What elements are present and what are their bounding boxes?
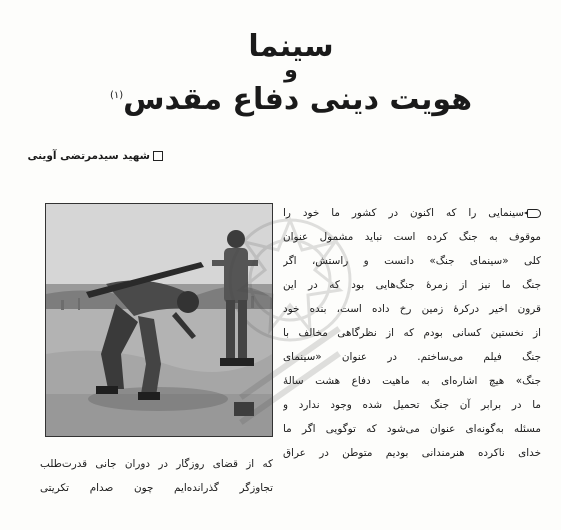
pen-icon bbox=[527, 209, 541, 218]
title-line-and: و bbox=[284, 58, 298, 83]
article-title bbox=[91, 30, 491, 118]
body-column-right bbox=[283, 201, 541, 465]
body-line: از نخستین کسانی بودم که از نظرگاهی مخالف با bbox=[283, 327, 541, 339]
body-line bbox=[283, 201, 541, 225]
body-line: که از قضای روزگار در دوران جانی قدرت‌طلب bbox=[40, 458, 273, 470]
body-line-text: سینمایی را که اکنون در کشور ما خود را bbox=[283, 207, 524, 219]
body-line: قرون اخیر درکرهٔ زمین رخ داده است، بنده خود bbox=[283, 303, 541, 315]
body-column-left bbox=[40, 452, 273, 500]
body-line: خدای ناکرده هنرمندانی بودیم متوطن در عراق bbox=[283, 447, 541, 459]
body-line: کلی «سینمای جنگ» دانست و راستش، اگر bbox=[283, 255, 541, 267]
soldiers-photo bbox=[46, 204, 272, 436]
title-line-identity bbox=[91, 78, 491, 118]
title-line-cinema: سینما bbox=[248, 29, 334, 64]
square-box-icon bbox=[153, 151, 163, 161]
title-line-identity-text: هویت دینی دفاع مقدس bbox=[123, 82, 473, 117]
body-line: جنگ» هیچ اشاره‌ای به ماهیت دفاع هشت سالهٔ bbox=[283, 375, 541, 387]
body-line: جنگ فیلم می‌ساختم. در عنوان «سینمای bbox=[283, 351, 541, 363]
body-line: موقوف به جنگ کرده است نباید مشمول عنوان bbox=[283, 231, 541, 243]
body-line: مسئله به‌گونه‌ای عنوان می‌شود که توگویی اگر ما bbox=[283, 423, 541, 435]
author-byline bbox=[27, 150, 163, 162]
body-line: ما در برابر آن جنگ تحمیل شده وجود ندارد و bbox=[283, 399, 541, 411]
article-photo bbox=[45, 203, 273, 437]
body-line: تجاوزگر گذرانده‌ایم چون صدام تکریتی bbox=[40, 482, 273, 494]
body-line: جنگ ما نیز از زمرهٔ جنگ‌هایی بود که در این bbox=[283, 279, 541, 291]
footnote-mark: (۱) bbox=[109, 90, 124, 101]
author-name: شهید سیدمرتضی آوینی bbox=[27, 150, 150, 162]
